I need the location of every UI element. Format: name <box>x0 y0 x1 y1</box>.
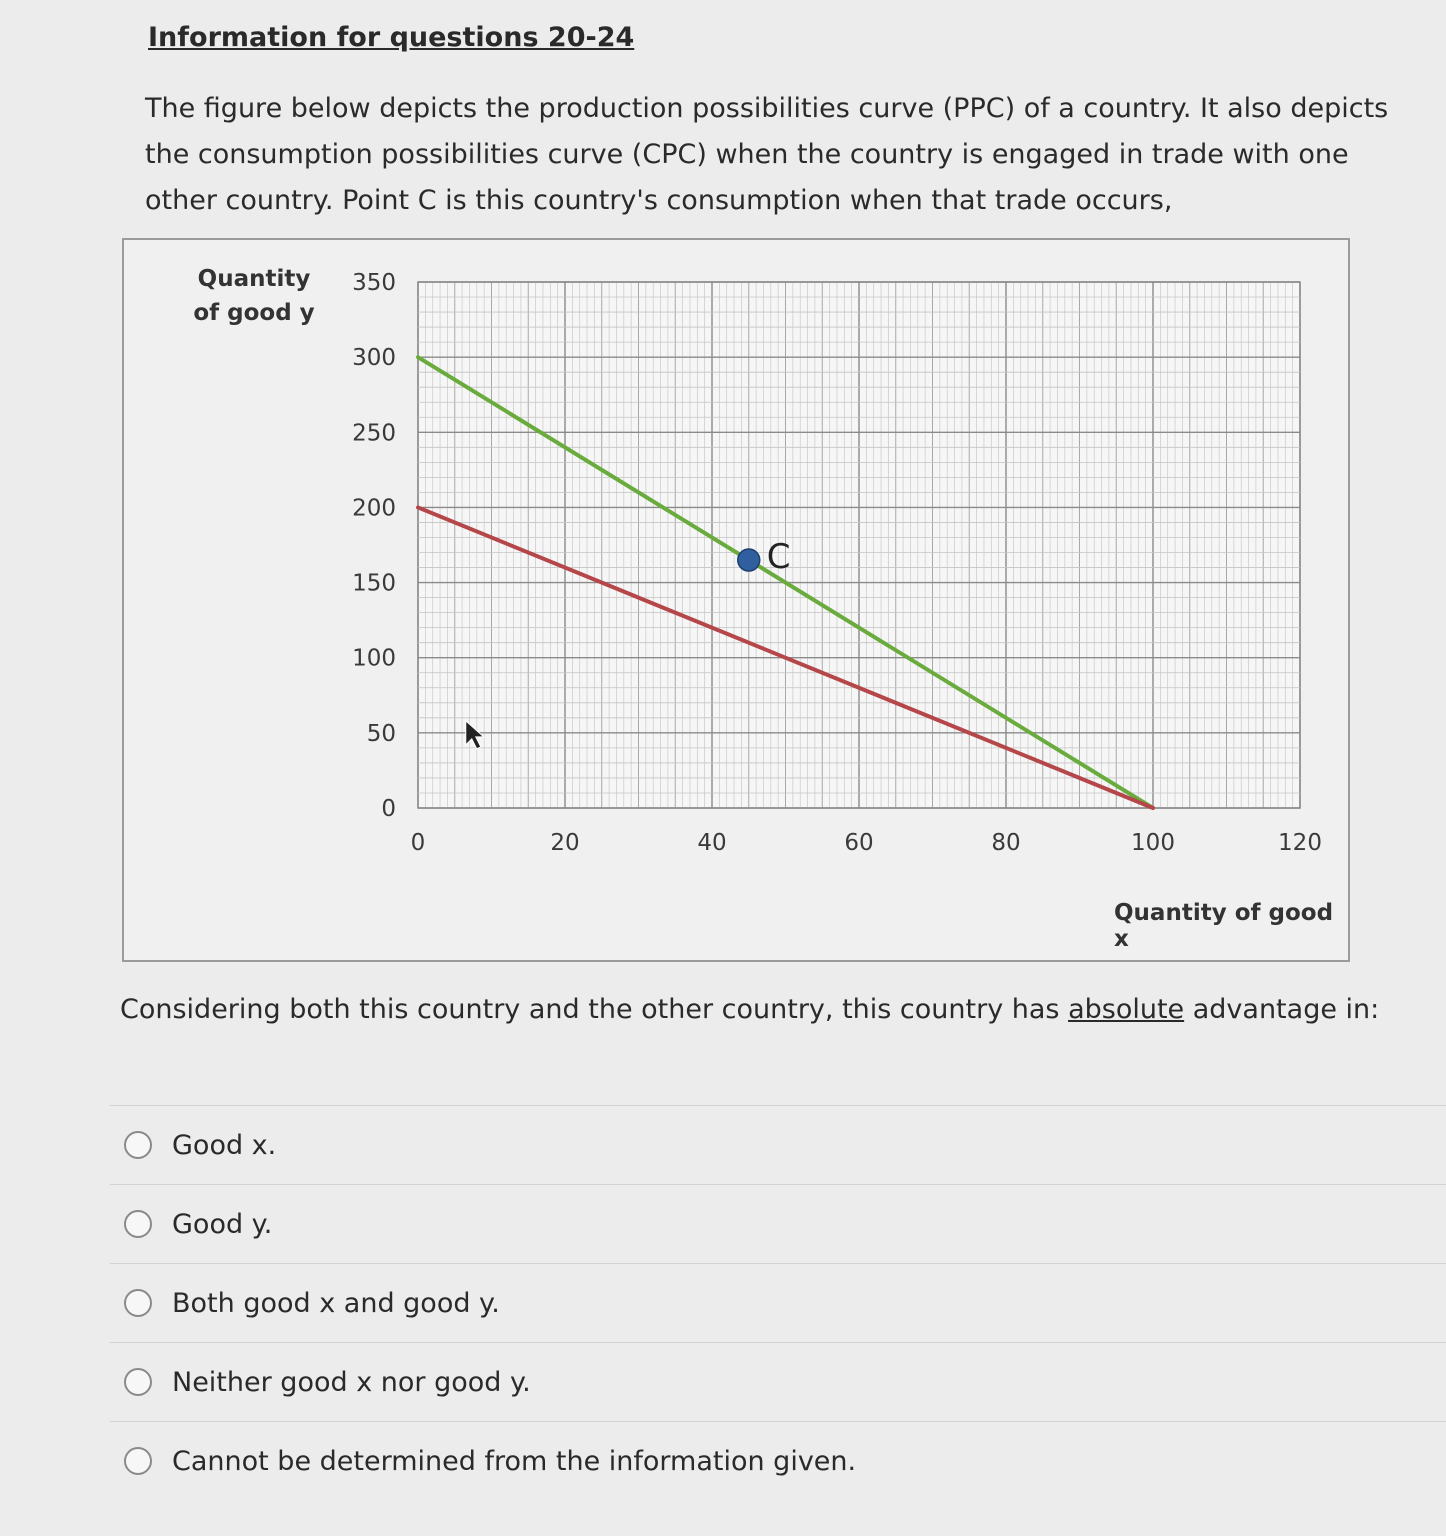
y-tick-label: 50 <box>366 720 396 747</box>
option-good-x[interactable] <box>110 1105 1446 1184</box>
question-emphasis: absolute <box>1068 994 1185 1025</box>
point-label: C <box>766 537 791 578</box>
radio-icon[interactable] <box>124 1131 152 1159</box>
x-tick-label: 20 <box>550 830 580 856</box>
question-text <box>120 994 1379 1025</box>
y-axis-label: Quantity of good y <box>193 266 315 326</box>
point-c <box>738 549 760 571</box>
option-label: Neither good x nor good y. <box>172 1366 531 1398</box>
x-tick-label: 40 <box>697 830 727 856</box>
x-tick-label: 100 <box>1131 830 1175 856</box>
question-before: Considering both this country and the other country, this country has <box>120 994 1069 1025</box>
radio-icon[interactable] <box>124 1210 152 1238</box>
x-tick-label: 60 <box>844 830 874 856</box>
radio-icon[interactable] <box>124 1447 152 1475</box>
intro-text: The figure below depicts the production possibilities curve (PPC) of a country. It also depicts the consumption possibilities curve (CPC) when the country is engaged in trade with one other country. Point C is this country's consumption when that trade occurs, <box>145 93 1389 216</box>
option-label: Both good x and good y. <box>172 1287 500 1319</box>
question-after: advantage in: <box>1184 994 1380 1025</box>
option-neither[interactable] <box>110 1342 1446 1421</box>
option-cannot-determine[interactable] <box>110 1421 1446 1500</box>
option-good-y[interactable] <box>110 1184 1446 1263</box>
option-both[interactable] <box>110 1263 1446 1342</box>
info-title: Information for questions 20-24 <box>148 22 635 53</box>
x-tick-label: 0 <box>410 830 426 856</box>
figure <box>122 238 1350 962</box>
radio-icon[interactable] <box>124 1289 152 1317</box>
y-tick-label: 350 <box>352 270 396 296</box>
y-tick-label: 150 <box>352 570 396 597</box>
y-tick-label: 0 <box>381 796 396 822</box>
x-axis-label: Quantity of good x <box>1114 900 1334 952</box>
x-tick-label: 80 <box>991 830 1021 856</box>
y-tick-label: 300 <box>352 345 396 372</box>
radio-icon[interactable] <box>124 1368 152 1396</box>
y-tick-label: 100 <box>352 645 396 672</box>
option-label: Cannot be determined from the information given. <box>172 1445 857 1477</box>
y-tick-label: 200 <box>352 495 396 522</box>
option-label: Good y. <box>172 1208 273 1240</box>
y-tick-label: 250 <box>352 420 396 447</box>
x-tick-label: 120 <box>1278 830 1322 856</box>
option-label: Good x. <box>172 1129 277 1161</box>
ppc-chart <box>124 240 1348 960</box>
answer-options <box>110 1105 1446 1500</box>
